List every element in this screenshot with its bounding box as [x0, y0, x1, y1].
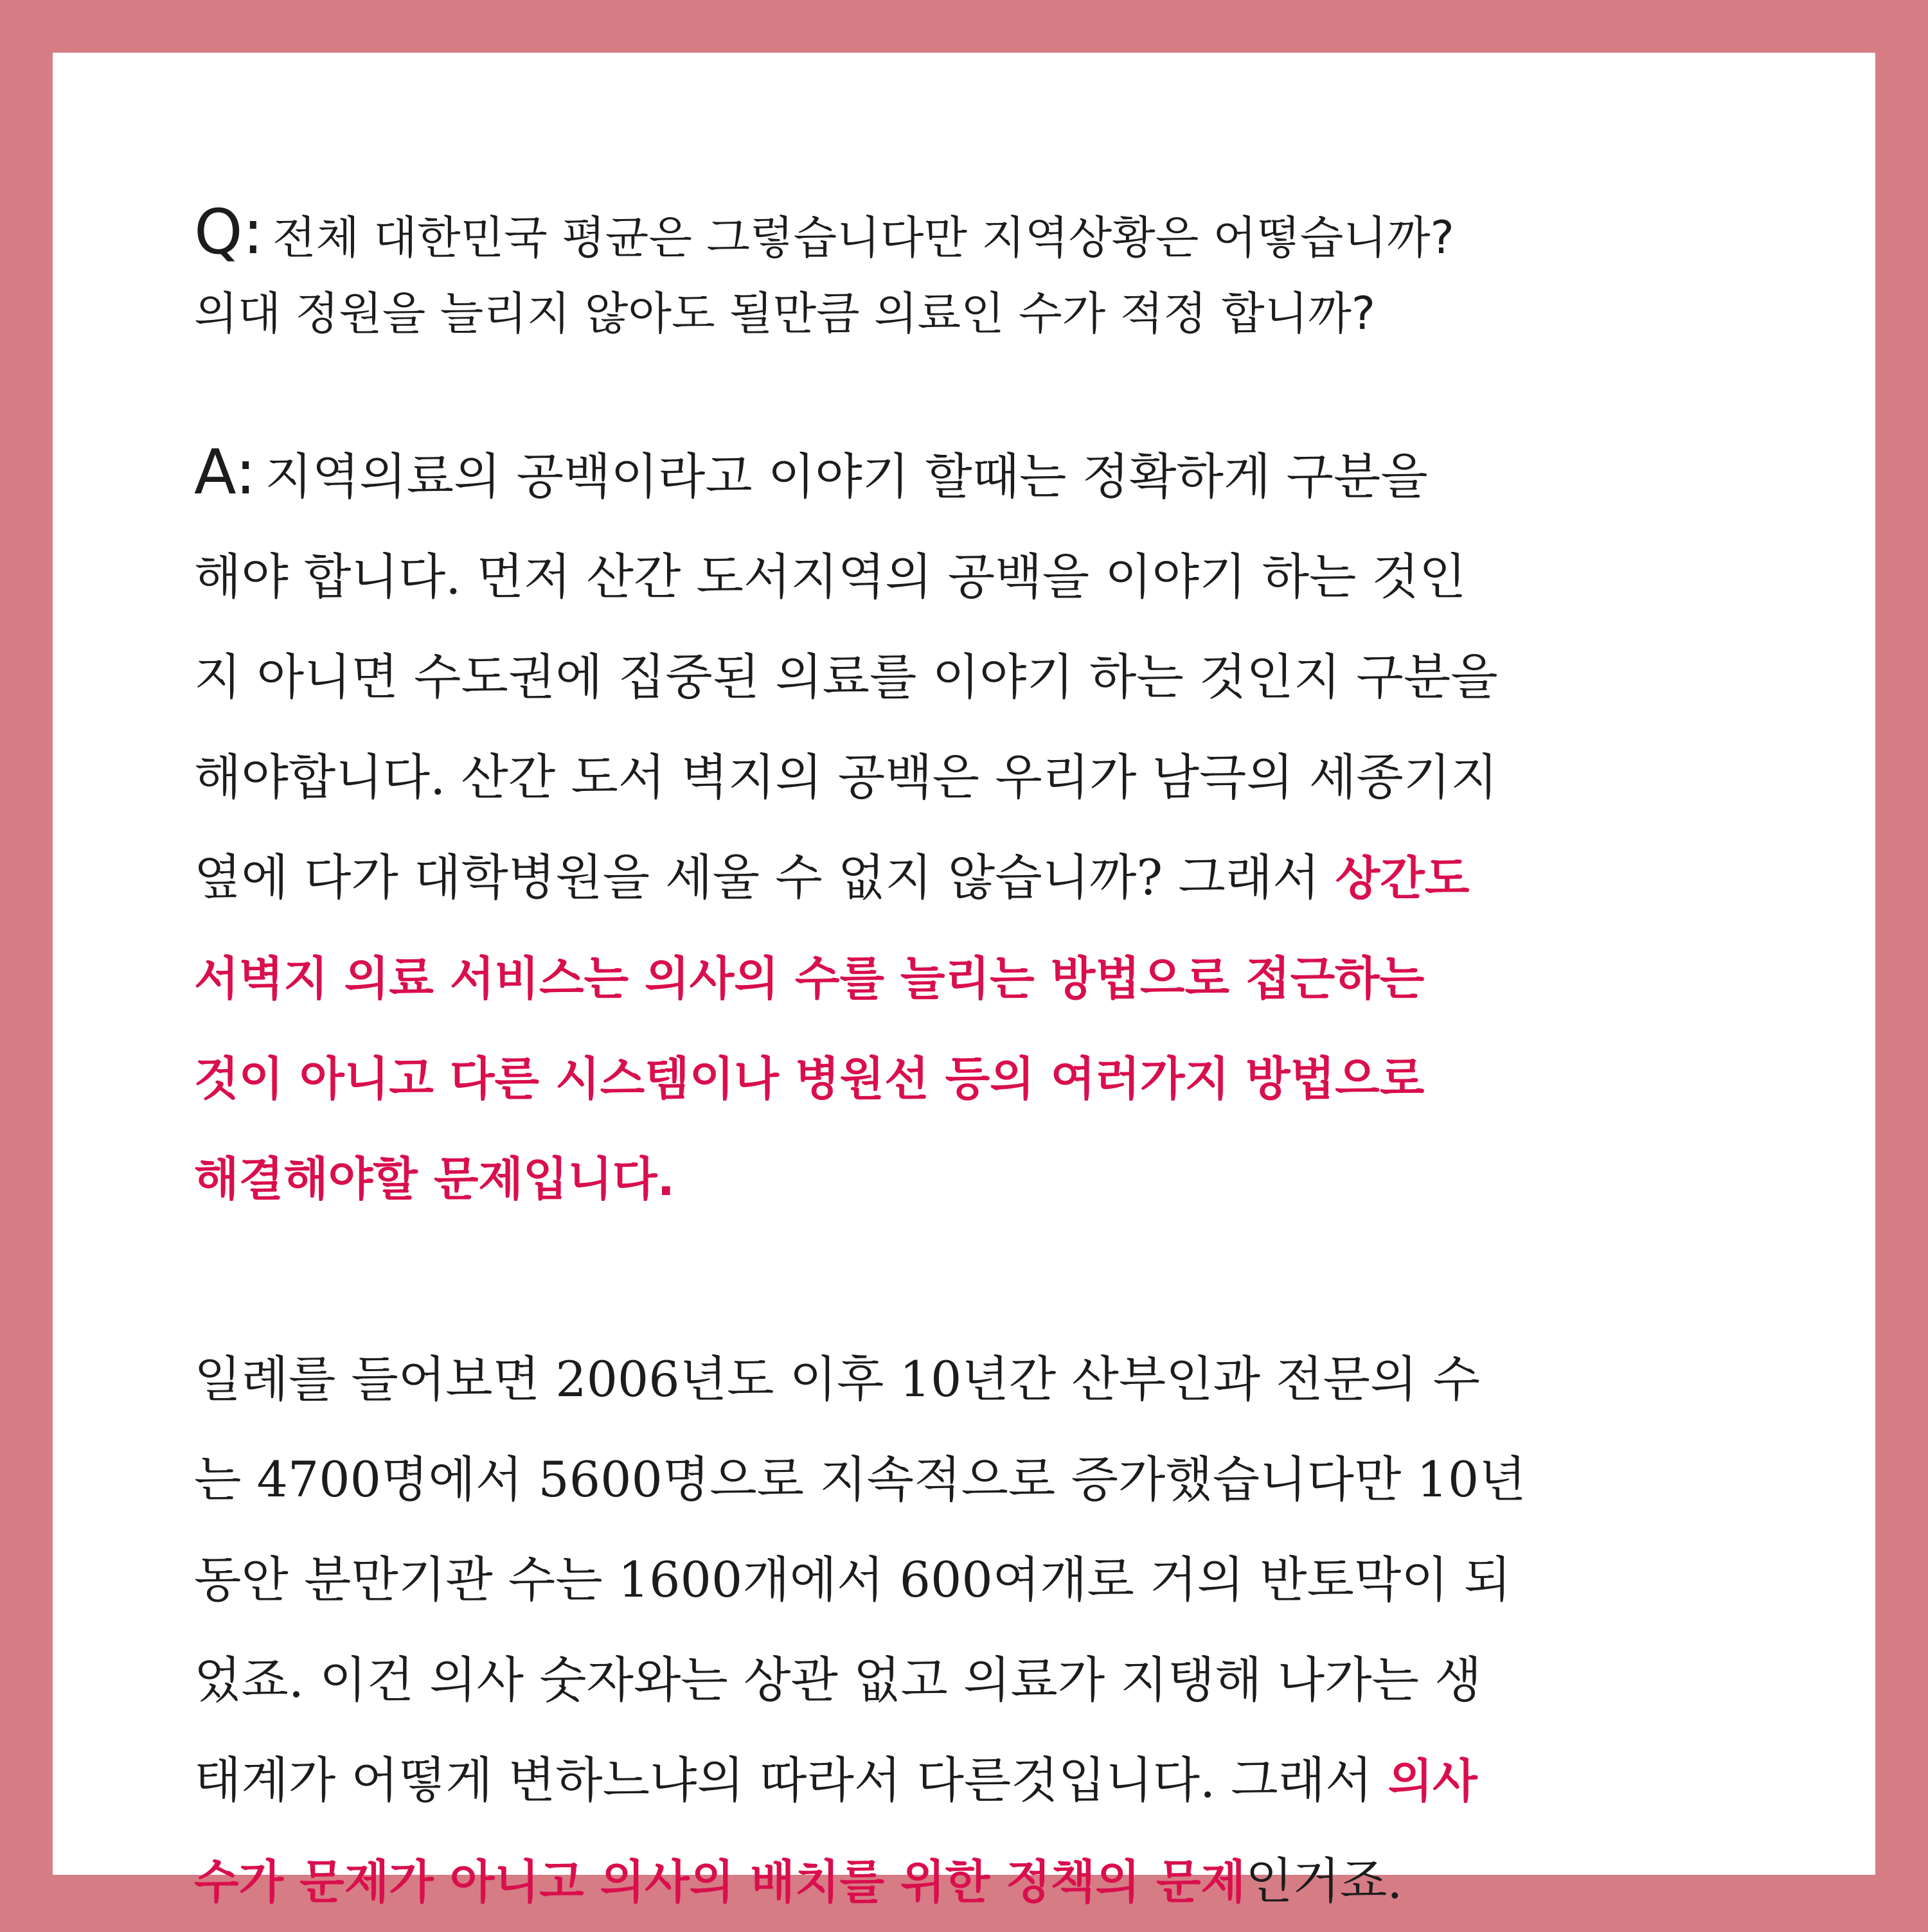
answer2-text-5: 태계가 어떻게 변하느냐의 따라서 다른것입니다. 그래서: [194, 1751, 1388, 1809]
answer2-text-3: 동안 분만기관 수는 1600개에서 600여개로 거의 반토막이 되: [194, 1551, 1512, 1608]
answer2-line-6: [194, 1831, 1775, 1932]
answer-text-4: 해야합니다. 산간 도서 벽지의 공백은 우리가 남극의 세종기지: [194, 749, 1498, 806]
question-line-1: [194, 194, 1775, 276]
highlight-text: 수가 문제가 아니고 의사의 배치를 위한 정책의 문제: [194, 1855, 1246, 1909]
answer2-text-1: 일례를 들어보면 2006년도 이후 10년간 산부인과 전문의 수: [194, 1351, 1480, 1408]
content-card: [53, 53, 1875, 1910]
highlight-text: 상간도: [1335, 851, 1470, 905]
answer-paragraph-1: [194, 422, 1775, 1229]
answer-line-1: [194, 422, 1775, 527]
answer2-text-4: 었죠. 이건 의사 숫자와는 상관 없고 의료가 지탱해 나가는 생: [194, 1651, 1482, 1708]
highlight-text: 의사: [1388, 1754, 1477, 1808]
answer-label: A:: [194, 436, 256, 508]
highlight-text: 해결해야할 문제입니다.: [194, 1152, 675, 1206]
question-text-1: 전체 대한민국 평균은 그렇습니다만 지역상황은 어떻습니까?: [272, 211, 1454, 264]
question-block: [194, 194, 1775, 351]
qa-content: [194, 194, 1775, 1932]
question-text-2: 의대 정원을 늘리지 않아도 될만큼 의료인 수가 적정 합니까?: [194, 287, 1376, 340]
answer-text-3: 지 아니면 수도권에 집중된 의료를 이야기 하는 것인지 구분을: [194, 648, 1498, 705]
answer-paragraph-2: [194, 1329, 1775, 1932]
answer2-text-6: 인거죠.: [1245, 1852, 1403, 1910]
answer-line-5: [194, 828, 1775, 928]
question-label: Q:: [194, 196, 263, 268]
answer2-line-5: [194, 1730, 1775, 1831]
answer-text-1: 지역의료의 공백이라고 이야기 할때는 정확하게 구분을: [265, 448, 1428, 505]
highlight-text: 것이 아니고 다른 시스템이나 병원선 등의 여러가지 방법으로: [194, 1052, 1425, 1106]
answer-text-5: 옆에 다가 대학병원을 세울 수 없지 않습니까? 그래서: [194, 849, 1335, 906]
answer-text-2: 해야 합니다. 먼저 산간 도서지역의 공백을 이야기 하는 것인: [194, 548, 1467, 605]
answer2-text-2: 는 4700명에서 5600명으로 지속적으로 증가했습니다만 10년: [194, 1451, 1526, 1508]
highlight-text: 서벽지 의료 서비스는 의사의 수를 늘리는 방법으로 접근하는: [194, 952, 1425, 1006]
